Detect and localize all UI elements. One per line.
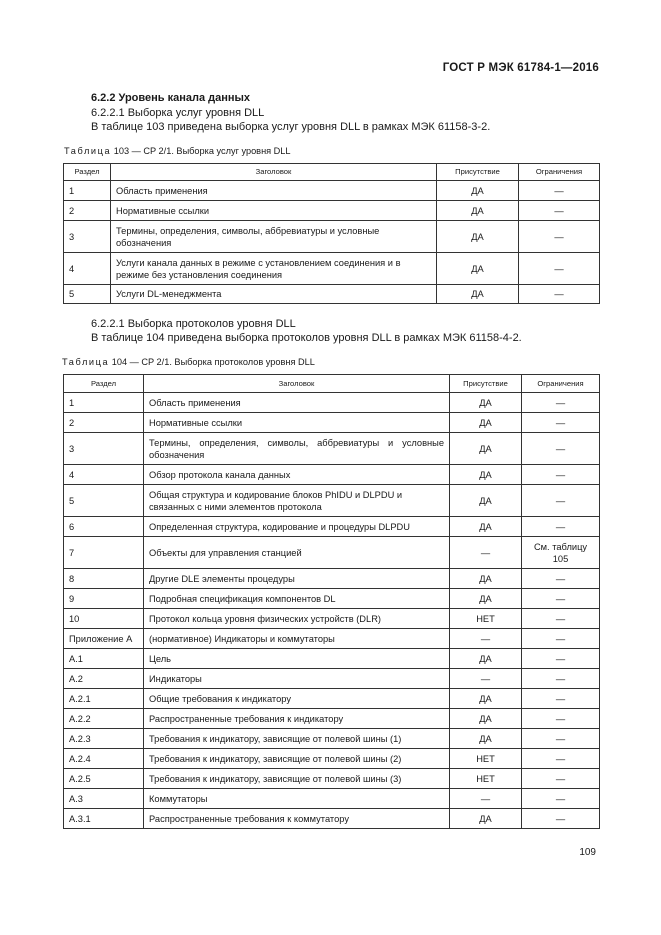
table-row [64, 569, 600, 589]
row-presence: ДА [450, 589, 522, 609]
row-presence: — [450, 789, 522, 809]
row-constraints: — [522, 669, 600, 689]
row-presence: ДА [450, 485, 522, 517]
row-title: Нормативные ссылки [144, 413, 450, 433]
section-title: 6.2.2 Уровень канала данных [91, 92, 251, 104]
row-constraints: — [522, 609, 600, 629]
row-presence: ДА [437, 201, 519, 221]
table103-header-cell: Ограничения [519, 164, 600, 181]
row-title: Требования к индикатору, зависящие от полевой шины (1) [144, 729, 450, 749]
row-section: А.2.5 [64, 769, 144, 789]
row-presence: ДА [437, 221, 519, 253]
row-constraints: — [522, 789, 600, 809]
row-section: А.2.1 [64, 689, 144, 709]
row-section: 1 [64, 181, 111, 201]
row-constraints: — [522, 749, 600, 769]
table-row [64, 589, 600, 609]
row-presence: — [450, 537, 522, 569]
table-row [64, 221, 600, 253]
row-presence: ДА [450, 809, 522, 829]
row-title: Распространенные требования к индикатору [144, 709, 450, 729]
table104-caption-word: Таблица [62, 357, 110, 367]
row-presence: ДА [450, 413, 522, 433]
table104-caption-text: 104 — CP 2/1. Выборка протоколов уровня DLL [109, 357, 315, 367]
row-constraints: — [522, 517, 600, 537]
row-title: Коммутаторы [144, 789, 450, 809]
row-title: Требования к индикатору, зависящие от полевой шины (2) [144, 749, 450, 769]
table-row [64, 689, 600, 709]
paragraph-table104-intro: В таблице 104 приведена выборка протоколов уровня DLL в рамках МЭК 61158-4-2. [91, 332, 522, 344]
row-presence: НЕТ [450, 769, 522, 789]
row-title: Цель [144, 649, 450, 669]
table-row [64, 609, 600, 629]
row-section: 4 [64, 253, 111, 285]
table103 [63, 163, 600, 304]
row-constraints: — [522, 465, 600, 485]
table103-header-cell: Присутствие [437, 164, 519, 181]
table-row [64, 285, 600, 304]
row-constraints: — [519, 221, 600, 253]
row-title: Другие DLE элементы процедуры [144, 569, 450, 589]
row-presence: ДА [450, 569, 522, 589]
row-section: 5 [64, 285, 111, 304]
row-constraints: — [519, 201, 600, 221]
row-presence: ДА [450, 709, 522, 729]
table-row [64, 517, 600, 537]
row-title: Область применения [111, 181, 437, 201]
row-title: Требования к индикатору, зависящие от полевой шины (3) [144, 769, 450, 789]
table-row [64, 669, 600, 689]
paragraph-table103-intro: В таблице 103 приведена выборка услуг уровня DLL в рамках МЭК 61158-3-2. [91, 121, 491, 133]
row-section: 1 [64, 393, 144, 413]
row-section: 8 [64, 569, 144, 589]
row-constraints: — [522, 485, 600, 517]
row-section: 9 [64, 589, 144, 609]
table104-caption [62, 357, 315, 367]
row-presence: ДА [450, 393, 522, 413]
row-title: Услуги канала данных в режиме с установлением соединения и в режиме без установления соединения [111, 253, 437, 285]
row-section: А.2.4 [64, 749, 144, 769]
table-row [64, 709, 600, 729]
row-title: Общая структура и кодирование блоков PhIDU и DLPDU и связанных с ними элементов протокола [144, 485, 450, 517]
subsection-services: 6.2.2.1 Выборка услуг уровня DLL [91, 107, 265, 119]
table104-header-cell: Ограничения [522, 375, 600, 393]
row-presence: ДА [450, 729, 522, 749]
page-number: 109 [579, 847, 596, 858]
row-constraints: — [522, 689, 600, 709]
row-constraints: — [522, 729, 600, 749]
table-row [64, 433, 600, 465]
row-title: Определенная структура, кодирование и процедуры DLPDU [144, 517, 450, 537]
row-constraints: — [522, 413, 600, 433]
table-row [64, 729, 600, 749]
row-title: Область применения [144, 393, 450, 413]
row-presence: — [450, 629, 522, 649]
row-title: Индикаторы [144, 669, 450, 689]
table-row [64, 789, 600, 809]
row-section: А.3 [64, 789, 144, 809]
table-row [64, 629, 600, 649]
subsection-protocols: 6.2.2.1 Выборка протоколов уровня DLL [91, 318, 296, 330]
table-row [64, 181, 600, 201]
row-title: Нормативные ссылки [111, 201, 437, 221]
row-section: А.2 [64, 669, 144, 689]
table104-header-cell: Заголовок [144, 375, 450, 393]
row-constraints: — [522, 709, 600, 729]
table104-header-row [64, 375, 600, 393]
row-title: Термины, определения, символы, аббревиатуры и условные обозначения [144, 433, 450, 465]
row-constraints: — [522, 769, 600, 789]
table-row [64, 485, 600, 517]
row-presence: НЕТ [450, 749, 522, 769]
table-row [64, 413, 600, 433]
row-presence: ДА [450, 465, 522, 485]
row-presence: ДА [437, 285, 519, 304]
row-constraints: — [522, 393, 600, 413]
row-section: 3 [64, 221, 111, 253]
row-section: 2 [64, 413, 144, 433]
table-row [64, 809, 600, 829]
row-constraints: — [522, 589, 600, 609]
row-title: Обзор протокола канала данных [144, 465, 450, 485]
row-constraints: — [522, 433, 600, 465]
row-constraints: — [522, 569, 600, 589]
table-row [64, 393, 600, 413]
row-title: Протокол кольца уровня физических устройств (DLR) [144, 609, 450, 629]
row-constraints: — [522, 629, 600, 649]
table-row [64, 769, 600, 789]
row-constraints: — [519, 253, 600, 285]
row-constraints: — [522, 809, 600, 829]
table-row [64, 537, 600, 569]
row-constraints: См. таблицу 105 [522, 537, 600, 569]
table-row [64, 749, 600, 769]
row-constraints: — [519, 285, 600, 304]
table103-caption-word: Таблица [64, 146, 112, 156]
row-section: 4 [64, 465, 144, 485]
row-section: 10 [64, 609, 144, 629]
row-section: 2 [64, 201, 111, 221]
row-section: Приложение А [64, 629, 144, 649]
row-section: А.2.3 [64, 729, 144, 749]
row-section: 3 [64, 433, 144, 465]
row-title: Распространенные требования к коммутатору [144, 809, 450, 829]
table103-caption [64, 146, 291, 156]
row-presence: ДА [437, 181, 519, 201]
table103-caption-text: 103 — CP 2/1. Выборка услуг уровня DLL [111, 146, 291, 156]
row-presence: ДА [450, 433, 522, 465]
table-row [64, 201, 600, 221]
row-section: 7 [64, 537, 144, 569]
table-row [64, 649, 600, 669]
row-title: Общие требования к индикатору [144, 689, 450, 709]
row-section: А.3.1 [64, 809, 144, 829]
table104-header-cell: Присутствие [450, 375, 522, 393]
document-header: ГОСТ Р МЭК 61784-1—2016 [442, 62, 599, 74]
table104-header-cell: Раздел [64, 375, 144, 393]
table-row [64, 253, 600, 285]
row-presence: ДА [437, 253, 519, 285]
row-presence: ДА [450, 689, 522, 709]
row-section: А.1 [64, 649, 144, 669]
row-title: Услуги DL-менеджмента [111, 285, 437, 304]
row-title: Термины, определения, символы, аббревиатуры и условные обозначения [111, 221, 437, 253]
table103-header-cell: Раздел [64, 164, 111, 181]
row-title: (нормативное) Индикаторы и коммутаторы [144, 629, 450, 649]
table103-header-cell: Заголовок [111, 164, 437, 181]
table103-header-row [64, 164, 600, 181]
row-presence: НЕТ [450, 609, 522, 629]
row-presence: — [450, 669, 522, 689]
table-row [64, 465, 600, 485]
row-constraints: — [519, 181, 600, 201]
row-title: Подробная спецификация компонентов DL [144, 589, 450, 609]
row-section: А.2.2 [64, 709, 144, 729]
row-title: Объекты для управления станцией [144, 537, 450, 569]
row-presence: ДА [450, 517, 522, 537]
row-section: 6 [64, 517, 144, 537]
table104-body [63, 374, 600, 829]
row-presence: ДА [450, 649, 522, 669]
row-constraints: — [522, 649, 600, 669]
row-section: 5 [64, 485, 144, 517]
